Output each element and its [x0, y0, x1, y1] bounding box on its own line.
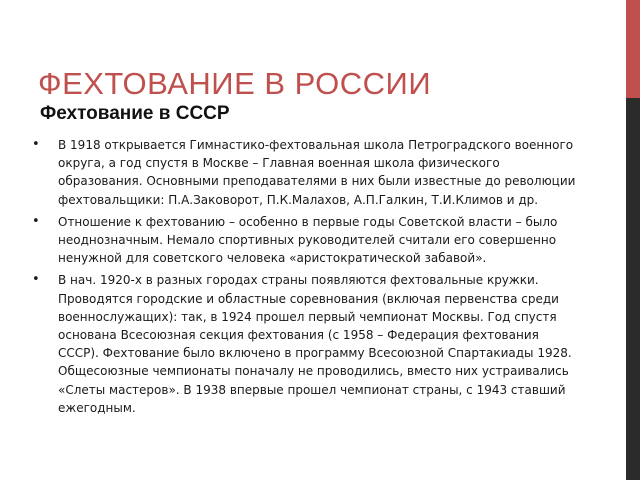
side-dark-bar: [626, 98, 640, 480]
bullet-item: [30, 136, 578, 209]
bullet-item: [30, 271, 578, 417]
bullet-text: В нач. 1920-х в разных городах страны появляются фехтовальные кружки. Проводятся городские и областные соревнования (включая первенства среди военнослужащих): так, в 1924 прошел первый чемпионат Москвы. Год спустя основана Всесоюзная секция фехтования (с 1958 – Федерация фехтования СССР). Фехтование было включено в программу Всесоюзной Спартакиады 1928. Общесоюзные чемпионаты поначалу не проводились, вместо них устраивались «Слеты мастеров». В 1938 впервые прошел чемпионат страны, с 1943 ставший ежегодным.: [58, 273, 572, 415]
side-accent-bar: [626, 0, 640, 98]
bullet-marker-icon: •: [32, 213, 40, 229]
bullet-marker-icon: •: [32, 137, 40, 152]
bullet-marker-icon: •: [32, 272, 40, 288]
bullet-text: Отношение к фехтованию – особенно в первые годы Советской власти – было неоднозначным. Немало спортивных руководителей считали его совершенно ненужной для советского человека «аристократической забавой».: [58, 214, 558, 266]
bullet-list: [30, 136, 578, 421]
slide-subtitle: Фехтование в СССР: [40, 103, 230, 124]
bullet-text: В 1918 открывается Гимнастико-фехтовальная школа Петроградского военного округа, а год спустя в Москве – Главная военная школа физического образования. Основными преподавателями в них были известные до революции фехтовальщики: П.А.Заковорот, П.К.Малахов, А.П.Галкин, Т.И.Климов и др.: [58, 138, 576, 207]
bullet-item: [30, 213, 578, 268]
slide-title: ФЕХТОВАНИЕ В РОССИИ: [38, 66, 432, 101]
